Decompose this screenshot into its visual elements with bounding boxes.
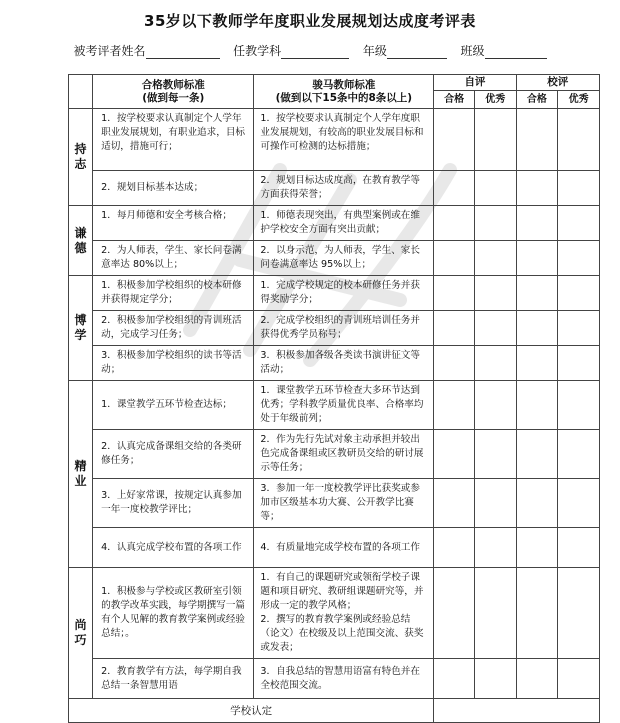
excellent-criterion: 3．积极参加各级各类读书演讲征文等活动；: [254, 346, 434, 381]
pass-criterion: 3．上好家常课，按规定认真参加一年一度校教学评比；: [93, 479, 254, 528]
subject-field[interactable]: [281, 46, 349, 59]
pass-criterion: 1．按学校要求认真制定个人学年职业发展规划，有职业追求，目标适切，措施可行；: [93, 109, 254, 171]
self-excellent-cell[interactable]: [474, 479, 516, 528]
self-pass-cell[interactable]: [434, 241, 475, 276]
self-pass-cell[interactable]: [434, 659, 475, 699]
excellent-criterion: 2．以身示范，为人师表，学生、家长问卷满意率达 95%以上；: [254, 241, 434, 276]
school-excellent-cell[interactable]: [558, 381, 600, 430]
self-excellent-cell[interactable]: [474, 381, 516, 430]
excellent-criterion: 3．参加一年一度校教学评比获奖或参加市区级基本功大赛、公开教学比赛等；: [254, 479, 434, 528]
self-excellent-cell[interactable]: [474, 659, 516, 699]
self-excellent-cell[interactable]: [474, 276, 516, 311]
grade-label: 年级: [362, 44, 387, 58]
pass-criterion: 1．积极参加学校组织的校本研修并获得规定学分；: [93, 276, 254, 311]
school-excellent-cell[interactable]: [558, 659, 600, 699]
self-pass-cell[interactable]: [434, 206, 475, 241]
category-qiande: 谦德: [69, 206, 93, 276]
school-excellent-cell[interactable]: [558, 276, 600, 311]
pass-criterion: 1．每月师德和安全考核合格；: [93, 206, 254, 241]
self-pass-cell[interactable]: [434, 430, 475, 479]
pass-standard-title: 合格教师标准: [141, 78, 205, 91]
grade-field[interactable]: [387, 46, 447, 59]
school-pass-cell[interactable]: [516, 659, 558, 699]
evaluation-table: [68, 74, 600, 723]
school-excellent-cell[interactable]: [558, 109, 600, 171]
pass-criterion: 4．认真完成学校布置的各项工作: [93, 528, 254, 568]
excellent-criterion: 3．自我总结的智慧用语富有特色并在全校范围交流。: [254, 659, 434, 699]
pass-standard-header: [93, 75, 254, 109]
class-field[interactable]: [485, 46, 547, 59]
self-excellent-cell[interactable]: [474, 171, 516, 206]
school-pass-cell[interactable]: [516, 109, 558, 171]
excellent-criterion: 2．规划目标达成度高，在教育教学等方面获得荣誉；: [254, 171, 434, 206]
excellent-standard-title: 骏马教师标准: [312, 78, 376, 91]
school-pass-cell[interactable]: [516, 346, 558, 381]
category-shangqiao: 尚巧: [69, 568, 93, 699]
school-excellent-cell[interactable]: [558, 311, 600, 346]
self-pass-cell[interactable]: [434, 381, 475, 430]
school-pass-cell[interactable]: [516, 479, 558, 528]
school-pass-cell[interactable]: [516, 381, 558, 430]
school-excellent-cell[interactable]: [558, 346, 600, 381]
self-pass-cell[interactable]: [434, 109, 475, 171]
excellent-criterion: 4．有质量地完成学校布置的各项工作: [254, 528, 434, 568]
pass-criterion: 2．积极参加学校组织的青训班活动，完成学习任务；: [93, 311, 254, 346]
excellent-criterion: 1．按学校要求认真制定个人学年度职业发展规划，有较高的职业发展目标和可操作可检测的达标措施；: [254, 109, 434, 171]
name-field[interactable]: [146, 46, 220, 59]
excellent-criterion: 1．师德表现突出，有典型案例或在维护学校安全方面有突出贡献；: [254, 206, 434, 241]
self-excellent-cell[interactable]: [474, 311, 516, 346]
self-excellent-cell[interactable]: [474, 528, 516, 568]
excellent-criterion: 1．有自己的课题研究或领衔学校子课题和项目研究、教研组课题研究等，并形成一定的教学风格； 2．撰写的教育教学案例或经验总结（论文）在校级及以上范围交流、获奖或发表；: [254, 568, 434, 659]
excellent-standard-header: [254, 75, 434, 109]
school-pass-cell[interactable]: [516, 241, 558, 276]
school-pass-cell[interactable]: [516, 528, 558, 568]
class-label: 班级: [460, 44, 485, 58]
school-eval-header: 校评: [516, 75, 599, 91]
excellent-criterion: 2．完成学校组织的青训班培训任务并获得优秀学员称号；: [254, 311, 434, 346]
school-excellent-header: 优秀: [558, 91, 600, 109]
school-confirmation-label: 学校认定: [69, 699, 434, 723]
category-boxue: 博学: [69, 276, 93, 381]
school-pass-cell[interactable]: [516, 568, 558, 659]
name-label: 被考评者姓名: [73, 44, 146, 58]
excellent-criterion: 2．作为先行先试对象主动承担并较出色完成备课组或区教研员交给的研讨展示等任务；: [254, 430, 434, 479]
self-excellent-cell[interactable]: [474, 346, 516, 381]
self-pass-cell[interactable]: [434, 479, 475, 528]
self-excellent-header: 优秀: [474, 91, 516, 109]
pass-criterion: 3．积极参加学校组织的读书等活动；: [93, 346, 254, 381]
self-pass-cell[interactable]: [434, 311, 475, 346]
category-jingye: 精业: [69, 381, 93, 568]
school-pass-cell[interactable]: [516, 276, 558, 311]
excellent-standard-note: (做到以下15条中的8条以上): [275, 91, 413, 104]
pass-criterion: 2．教育教学有方法，每学期自我总结一条智慧用语: [93, 659, 254, 699]
self-pass-header: 合格: [434, 91, 475, 109]
self-pass-cell[interactable]: [434, 346, 475, 381]
form-title: 35岁以下教师学年度职业发展规划达成度考评表: [144, 12, 476, 30]
school-pass-cell[interactable]: [516, 311, 558, 346]
self-excellent-cell[interactable]: [474, 241, 516, 276]
school-pass-cell[interactable]: [516, 171, 558, 206]
pass-criterion: 1．课堂教学五环节检查达标；: [93, 381, 254, 430]
info-line: [0, 42, 620, 59]
self-excellent-cell[interactable]: [474, 568, 516, 659]
self-pass-cell[interactable]: [434, 528, 475, 568]
school-excellent-cell[interactable]: [558, 241, 600, 276]
self-eval-header: 自评: [434, 75, 516, 91]
pass-criterion: 1．积极参与学校或区教研室引领的教学改革实践，每学期撰写一篇有个人见解的教育教学案例或经验总结；。: [93, 568, 254, 659]
excellent-criterion: 1．完成学校规定的校本研修任务并获得奖励学分；: [254, 276, 434, 311]
self-pass-cell[interactable]: [434, 276, 475, 311]
school-excellent-cell[interactable]: [558, 568, 600, 659]
corner-cell: [69, 75, 93, 109]
self-pass-cell[interactable]: [434, 568, 475, 659]
school-excellent-cell[interactable]: [558, 171, 600, 206]
pass-criterion: 2．为人师表，学生、家长问卷满意率达 80%以上；: [93, 241, 254, 276]
school-excellent-cell[interactable]: [558, 528, 600, 568]
school-pass-cell[interactable]: [516, 430, 558, 479]
school-excellent-cell[interactable]: [558, 479, 600, 528]
school-excellent-cell[interactable]: [558, 206, 600, 241]
school-pass-header: 合格: [516, 91, 558, 109]
subject-label: 任教学科: [233, 44, 282, 58]
self-pass-cell[interactable]: [434, 171, 475, 206]
self-excellent-cell[interactable]: [474, 206, 516, 241]
pass-criterion: 2．认真完成备课组交给的各类研修任务；: [93, 430, 254, 479]
category-chizhi: 持志: [69, 109, 93, 206]
self-excellent-cell[interactable]: [474, 430, 516, 479]
school-pass-cell[interactable]: [516, 206, 558, 241]
pass-standard-note: (做到每一条): [142, 91, 205, 104]
pass-criterion: 2．规划目标基本达成；: [93, 171, 254, 206]
school-excellent-cell[interactable]: [558, 430, 600, 479]
self-excellent-cell[interactable]: [474, 109, 516, 171]
school-confirmation-cell[interactable]: [434, 699, 600, 723]
excellent-criterion: 1．课堂教学五环节检查大多环节达到优秀；学科教学质量优良率、合格率均处于年级前列；: [254, 381, 434, 430]
